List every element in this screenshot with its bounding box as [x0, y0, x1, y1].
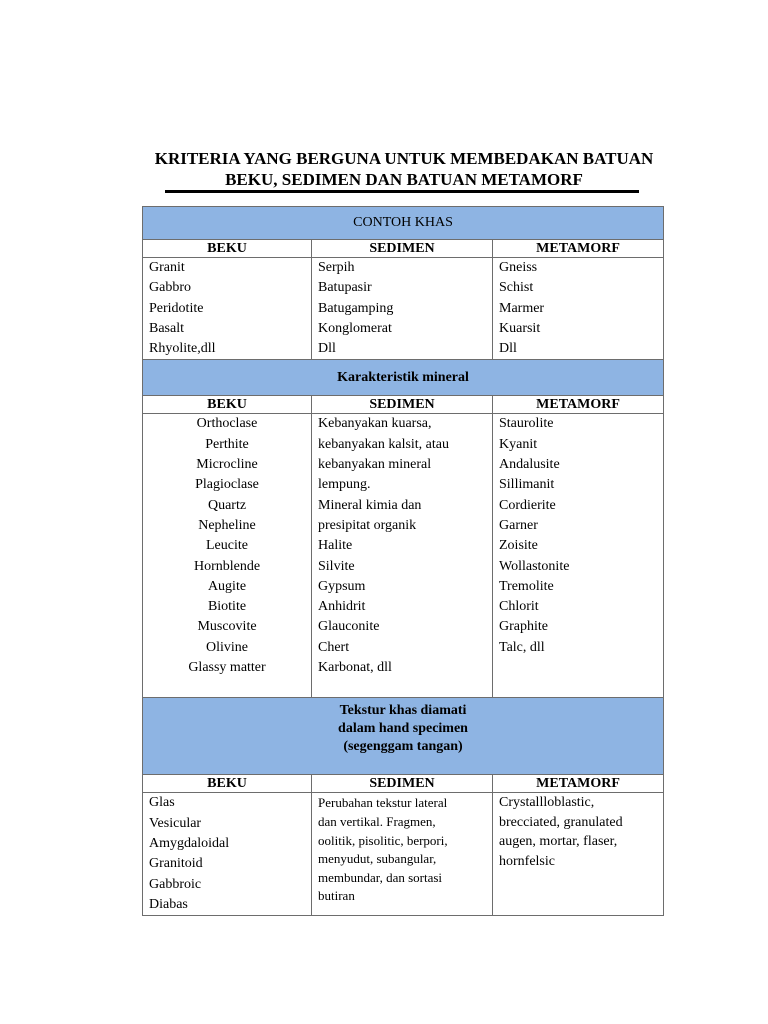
- list-item: Glauconite: [318, 619, 380, 635]
- list-item: Plagioclase: [195, 477, 259, 493]
- list-item: presipitat organik: [318, 517, 417, 533]
- column-header-metamorf: METAMORF: [493, 396, 664, 414]
- cell-sedimen-textures: [312, 793, 493, 916]
- list-item: Tremolite: [499, 578, 554, 594]
- list-item: dan vertikal. Fragmen,: [318, 814, 436, 830]
- list-item: Glas: [149, 795, 175, 811]
- list-item: Kuarsit: [499, 320, 541, 336]
- list-item: Batupasir: [318, 280, 372, 296]
- list-item: Peridotite: [149, 300, 204, 316]
- list-item: Kebanyakan kuarsa,: [318, 416, 432, 432]
- list-item: Basalt: [149, 320, 184, 336]
- section-heading-karakteristik-mineral: Karakteristik mineral: [143, 360, 664, 396]
- list-item: Olivine: [206, 639, 248, 655]
- list-item: Biotite: [207, 599, 247, 615]
- list-item: Rhyolite,dll: [149, 341, 216, 357]
- list-item: Glassy matter: [188, 660, 266, 676]
- list-item: Anhidrit: [318, 599, 366, 615]
- cell-sedimen-minerals: [312, 414, 493, 698]
- list-item: Silvite: [318, 558, 355, 574]
- list-item: Schist: [499, 280, 534, 296]
- list-item: Gabbro: [149, 280, 191, 296]
- list-item: Perthite: [205, 436, 249, 452]
- criteria-table: [142, 206, 664, 916]
- cell-beku-examples: [143, 258, 312, 360]
- cell-beku-minerals: [143, 414, 312, 698]
- list-item: hornfelsic: [499, 853, 555, 869]
- list-item: Chert: [318, 639, 350, 655]
- column-header-metamorf: METAMORF: [493, 775, 664, 793]
- section-heading-tekstur-khas: Tekstur khas diamati dalam hand specimen (segenggam tangan): [143, 698, 664, 775]
- column-header-beku: BEKU: [143, 240, 312, 258]
- section-heading-contoh-khas: CONTOH KHAS: [143, 207, 664, 240]
- list-item: Crystallloblastic,: [499, 795, 595, 811]
- list-item: Granitoid: [149, 856, 203, 872]
- list-item: kebanyakan kalsit, atau: [318, 436, 450, 452]
- list-item: Microcline: [196, 457, 258, 473]
- list-item: Nepheline: [198, 517, 256, 533]
- list-item: Serpih: [318, 260, 355, 275]
- cell-metamorf-minerals: [493, 414, 664, 698]
- document-title: [140, 148, 668, 190]
- list-item: augen, mortar, flaser,: [499, 834, 618, 850]
- list-item: Augite: [207, 578, 247, 594]
- list-item: Kyanit: [499, 436, 538, 452]
- column-header-beku: BEKU: [143, 775, 312, 793]
- column-header-beku: BEKU: [143, 396, 312, 414]
- list-item: Marmer: [499, 300, 545, 316]
- list-item: Gypsum: [318, 578, 366, 594]
- column-header-sedimen: SEDIMEN: [312, 240, 493, 258]
- list-item: Gneiss: [499, 260, 538, 275]
- list-item: Granit: [149, 260, 185, 275]
- cell-metamorf-textures: [493, 793, 664, 916]
- list-item: Halite: [318, 538, 353, 554]
- column-header-sedimen: SEDIMEN: [312, 396, 493, 414]
- list-item: Orthoclase: [196, 416, 258, 432]
- list-item: Talc, dll: [499, 639, 545, 655]
- list-item: Sillimanit: [499, 477, 555, 493]
- list-item: Staurolite: [499, 416, 554, 432]
- list-item: membundar, dan sortasi: [318, 869, 443, 885]
- list-item: Andalusite: [499, 457, 560, 473]
- title-underline: [165, 190, 639, 193]
- title-line-1: KRITERIA YANG BERGUNA UNTUK MEMBEDAKAN BATUAN: [154, 149, 654, 168]
- list-item: Amygdaloidal: [149, 836, 230, 852]
- list-item: Batugamping: [318, 300, 394, 316]
- list-item: Vesicular: [149, 815, 202, 831]
- list-item: lempung.: [318, 477, 371, 493]
- list-item: brecciated, granulated: [499, 814, 623, 830]
- list-item: Karbonat, dll: [318, 660, 392, 676]
- list-item: Dll: [318, 341, 336, 357]
- list-item: oolitik, pisolitic, berpori,: [318, 832, 448, 848]
- column-header-sedimen: SEDIMEN: [312, 775, 493, 793]
- cell-metamorf-examples: [493, 258, 664, 360]
- list-item: menyudut, subangular,: [318, 851, 437, 867]
- list-item: Mineral kimia dan: [318, 497, 422, 513]
- list-item: Quartz: [207, 497, 247, 513]
- list-item: kebanyakan mineral: [318, 457, 432, 473]
- list-item: Leucite: [206, 538, 248, 554]
- list-item: Zoisite: [499, 538, 538, 554]
- list-item: Hornblende: [193, 558, 261, 574]
- cell-beku-textures: [143, 793, 312, 916]
- list-item: Graphite: [499, 619, 548, 635]
- list-item: Garner: [499, 517, 538, 533]
- list-item: Gabbroic: [149, 876, 202, 892]
- list-item: Konglomerat: [318, 320, 392, 336]
- list-item: butiran: [318, 888, 355, 904]
- list-item: Wollastonite: [499, 558, 570, 574]
- list-item: Dll: [499, 341, 517, 357]
- cell-sedimen-examples: [312, 258, 493, 360]
- list-item: Cordierite: [499, 497, 556, 513]
- list-item: Muscovite: [197, 619, 257, 635]
- list-item: Perubahan tekstur lateral: [318, 795, 448, 811]
- list-item: Diabas: [149, 896, 188, 912]
- title-line-2: BEKU, SEDIMEN DAN BATUAN METAMORF: [225, 170, 583, 189]
- column-header-metamorf: METAMORF: [493, 240, 664, 258]
- list-item: Chlorit: [499, 599, 539, 615]
